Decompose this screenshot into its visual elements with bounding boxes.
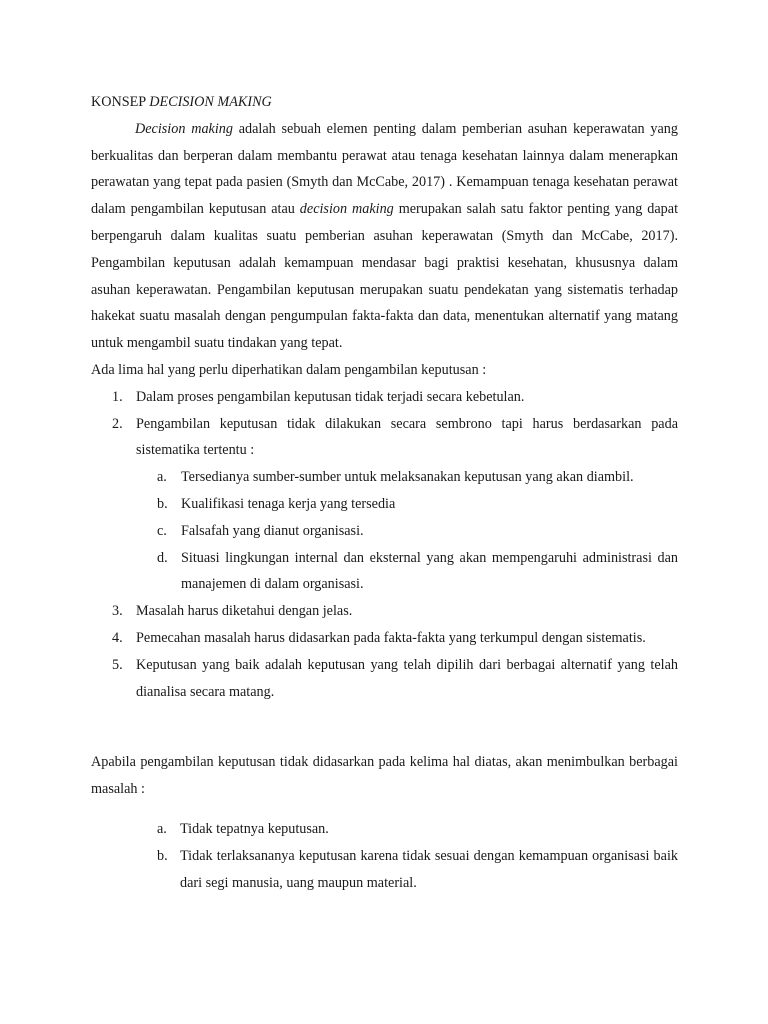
consequence-text: Tidak terlaksananya keputusan karena tidak sesuai dengan kemampuan organisasi baik dari segi manusia, uang maupun material. bbox=[180, 847, 678, 891]
consequence-item bbox=[91, 816, 678, 843]
list-item bbox=[91, 384, 678, 411]
list-number: 4. bbox=[112, 629, 123, 646]
intro-paragraph bbox=[91, 116, 678, 357]
sub-list-letter: d. bbox=[157, 549, 168, 566]
sub-list-text: Kualifikasi tenaga kerja yang tersedia bbox=[181, 495, 396, 512]
list-item bbox=[91, 598, 678, 625]
sub-list-letter: b. bbox=[157, 495, 168, 512]
heading-prefix: KONSEP bbox=[91, 94, 150, 110]
consequence-item bbox=[91, 843, 678, 897]
list-item bbox=[91, 652, 678, 706]
list-text: Pengambilan keputusan tidak dilakukan secara sembrono tapi harus berdasarkan pada sistematika tertentu : bbox=[136, 415, 678, 459]
intro-part1: adalah sebuah elemen penting dalam pemberian asuhan keperawatan yang berkualitas dan berperan dalam membantu perawat atau tenaga kesehatan lainnya dalam menerapkan perawatan yang tepat pada pasien (Smyth dan McCabe, 2017) . Kemampuan tenaga kesehatan perawat dalam pengambilan keputusan atau bbox=[91, 120, 678, 218]
sub-list-item bbox=[136, 518, 678, 545]
list-item bbox=[91, 411, 678, 599]
section-heading bbox=[91, 89, 678, 116]
heading-italic: DECISION MAKING bbox=[149, 94, 272, 110]
list-number: 5. bbox=[112, 656, 123, 673]
consequence-letter: a. bbox=[157, 820, 167, 837]
spacer bbox=[91, 705, 678, 749]
intro-mid-italic: decision making bbox=[299, 201, 394, 218]
list-text: Dalam proses pengambilan keputusan tidak terjadi secara kebetulan. bbox=[136, 388, 525, 405]
intro-lead-italic: Decision making bbox=[135, 120, 233, 137]
spacer bbox=[91, 803, 678, 816]
document-page bbox=[91, 89, 678, 896]
sub-list-letter: a. bbox=[157, 469, 167, 486]
sub-list-text: Situasi lingkungan internal dan eksternal yang akan mempengaruhi administrasi dan manajemen di dalam organisasi. bbox=[181, 549, 678, 593]
sub-list-item bbox=[136, 545, 678, 599]
sub-list-text: Tersedianya sumber-sumber untuk melaksanakan keputusan yang akan diambil. bbox=[181, 469, 634, 486]
list-number: 2. bbox=[112, 415, 123, 432]
list-number: 3. bbox=[112, 603, 123, 620]
intro-part2: merupakan salah satu faktor penting yang dapat berpengaruh dalam kualitas suatu pemberian asuhan keperawatan (Smyth dan McCabe, 2017). Pengambilan keputusan adalah kemampuan mendasar bagi praktisi kesehatan, khususnya dalam asuhan keperawatan. Pengambilan keputusan merupakan suatu pendekatan yang sistematis terhadap hakekat suatu masalah dengan pengumpulan fakta-fakta dan data, menentukan alternatif yang matang untuk mengambil suatu tindakan yang tepat. bbox=[91, 201, 679, 352]
consequence-text: Tidak tepatnya keputusan. bbox=[180, 820, 329, 837]
list-number: 1. bbox=[112, 388, 123, 405]
list-text: Masalah harus diketahui dengan jelas. bbox=[136, 603, 353, 620]
sub-list-letter: c. bbox=[157, 522, 167, 539]
considerations-list bbox=[91, 384, 678, 706]
consequence-letter: b. bbox=[157, 847, 168, 864]
list-text: Pemecahan masalah harus didasarkan pada fakta-fakta yang terkumpul dengan sistematis. bbox=[136, 629, 646, 646]
consequence-list bbox=[91, 816, 678, 896]
sub-list bbox=[136, 464, 678, 598]
list-text: Keputusan yang baik adalah keputusan yang telah dipilih dari berbagai alternatif yang telah dianalisa secara matang. bbox=[136, 656, 678, 700]
list-item bbox=[91, 625, 678, 652]
sub-list-item bbox=[136, 464, 678, 491]
consequence-intro: Apabila pengambilan keputusan tidak didasarkan pada kelima hal diatas, akan menimbulkan berbagai masalah : bbox=[91, 754, 678, 798]
sub-list-text: Falsafah yang dianut organisasi. bbox=[181, 522, 364, 539]
sub-list-item bbox=[136, 491, 678, 518]
list-intro: Ada lima hal yang perlu diperhatikan dalam pengambilan keputusan : bbox=[91, 361, 487, 378]
